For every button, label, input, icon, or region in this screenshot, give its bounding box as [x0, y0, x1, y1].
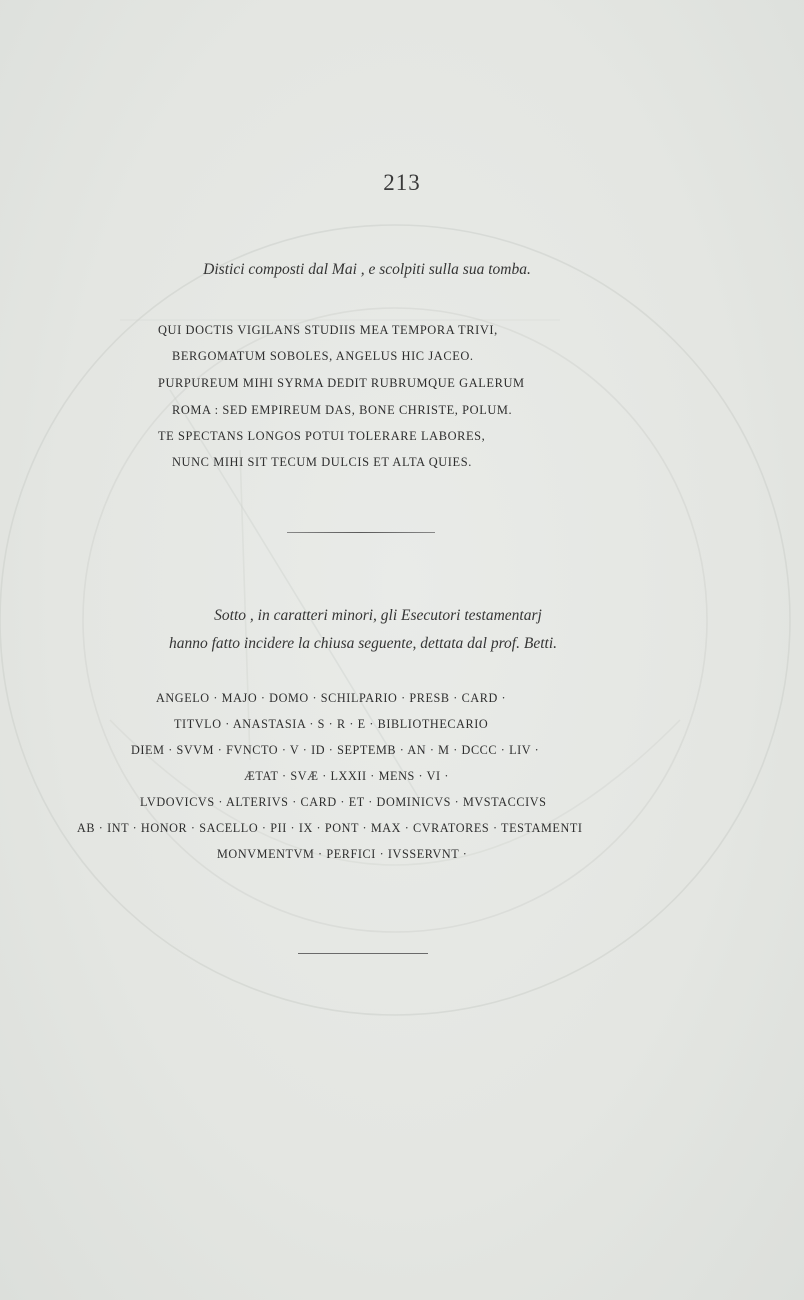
- inscription-line: ÆTAT · SVÆ · LXXII · MENS · VI ·: [244, 769, 449, 783]
- page-number: 213: [383, 170, 421, 195]
- verse-line: ROMA : SED EMPIREUM DAS, BONE CHRISTE, POLUM.: [172, 403, 513, 417]
- verse-line: BERGOMATUM SOBOLES, ANGELUS HIC JACEO.: [172, 349, 474, 363]
- inscription-line: AB · INT · HONOR · SACELLO · PII · IX · PONT · MAX · CVRATORES · TESTAMENTI: [77, 821, 583, 835]
- verse-line: PURPUREUM MIHI SYRMA DEDIT RUBRUMQUE GALERUM: [158, 376, 525, 390]
- verse-line: QUI DOCTIS VIGILANS STUDIIS MEA TEMPORA TRIVI,: [158, 323, 498, 337]
- section-divider: [287, 532, 435, 533]
- inscription-line: TITVLO · ANASTASIA · S · R · E · BIBLIOTHECARIO: [174, 717, 489, 731]
- inscription-line: MONVMENTVM · PERFICI · IVSSERVNT ·: [217, 847, 468, 861]
- inscription-line: ANGELO · MAJO · DOMO · SCHILPARIO · PRESB · CARD ·: [156, 691, 507, 705]
- inscription-line: DIEM · SVVM · FVNCTO · V · ID · SEPTEMB · AN · M · DCCC · LIV ·: [131, 743, 540, 757]
- section2-heading-line2: hanno fatto incidere la chiusa seguente, dettata dal prof. Betti.: [168, 635, 557, 652]
- closing-divider: [298, 953, 428, 954]
- inscription-line: LVDOVICVS · ALTERIVS · CARD · ET · DOMINICVS · MVSTACCIVS: [140, 795, 547, 809]
- verse-line: NUNC MIHI SIT TECUM DULCIS ET ALTA QUIES.: [172, 455, 472, 469]
- section2-heading-line1: Sotto , in caratteri minori, gli Esecutori testamentarj: [214, 607, 542, 624]
- section1-heading: Distici composti dal Mai , e scolpiti sulla sua tomba.: [203, 261, 531, 278]
- verse-line: TE SPECTANS LONGOS POTUI TOLERARE LABORES,: [158, 429, 486, 443]
